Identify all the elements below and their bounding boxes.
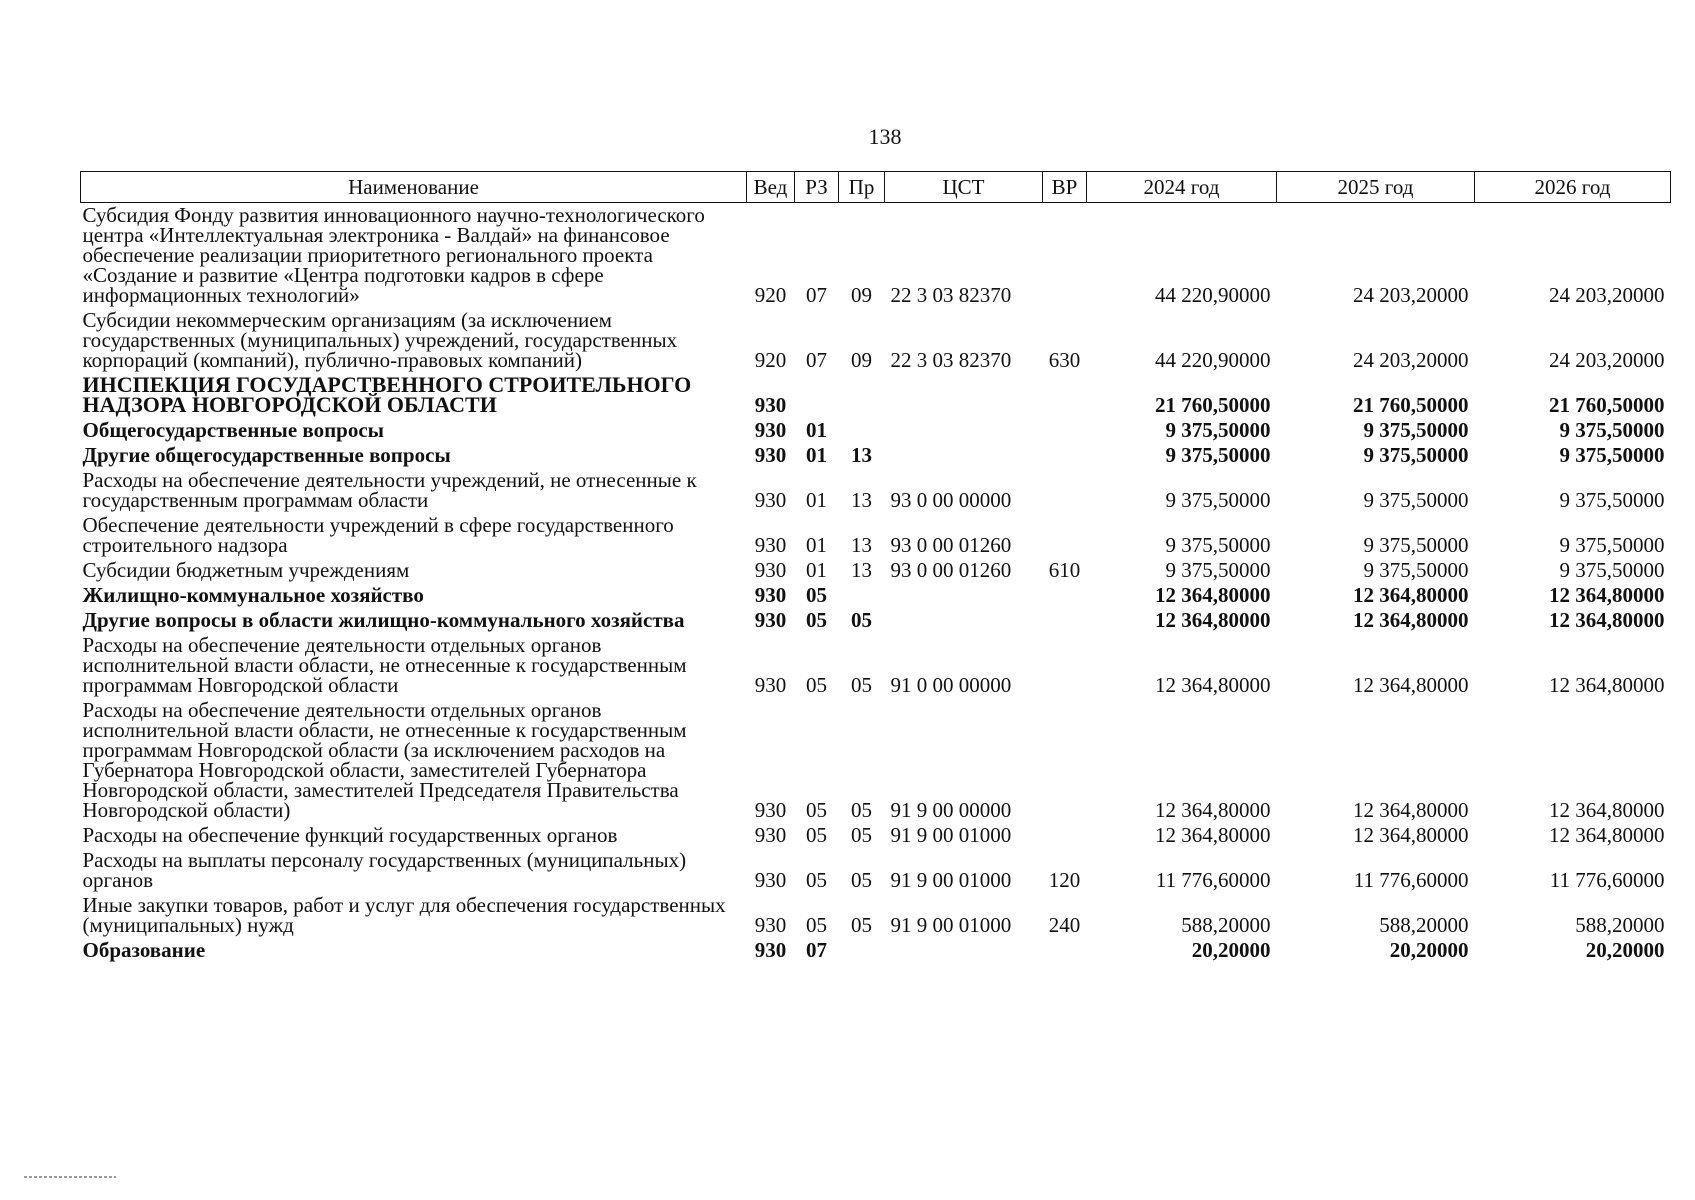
cell-rz: 01 [806, 558, 827, 582]
cell-rz: 01 [806, 443, 827, 467]
cell-vr [1043, 418, 1087, 443]
cell-vr [1043, 373, 1087, 418]
cell-cst [885, 443, 1043, 468]
cell-cst: 22 3 03 82370 [890, 348, 1012, 372]
cell-2025: 588,20000 [1379, 913, 1469, 937]
budget-table [80, 171, 1671, 963]
cell-2026: 12 364,80000 [1549, 608, 1665, 632]
cell-cst: 91 0 00 00000 [890, 673, 1012, 697]
cell-2026: 12 364,80000 [1549, 823, 1665, 847]
cell-2025: 24 203,20000 [1353, 283, 1469, 307]
cell-vr [1043, 608, 1087, 633]
cell-2026: 9 375,50000 [1559, 533, 1665, 557]
cell-name: Обеспечение деятельности учреждений в сфере государственного строительного надзора [82, 513, 674, 557]
table-row [81, 633, 1671, 698]
cell-ved: 930 [754, 393, 787, 417]
cell-ved: 930 [754, 533, 787, 557]
cell-2025: 9 375,50000 [1363, 488, 1469, 512]
cell-2024: 44 220,90000 [1155, 283, 1271, 307]
table-row [81, 558, 1671, 583]
cell-name: Субсидии бюджетным учреждениям [82, 558, 410, 582]
cell-ved: 920 [754, 283, 787, 307]
col-header-cst: ЦСТ [885, 172, 1043, 203]
cell-name: Расходы на выплаты персоналу государственных (муниципальных) органов [82, 848, 687, 892]
table-row [81, 443, 1671, 468]
cell-cst: 93 0 00 01260 [890, 558, 1012, 582]
cell-2026: 20,20000 [1585, 938, 1665, 962]
cell-cst: 91 9 00 01000 [890, 913, 1012, 937]
cell-name: Субсидии некоммерческим организациям (за исключением государственных (муниципальных) учреждений, государственных корпораций (компаний), публично-правовых компаний) [82, 308, 678, 372]
cell-2024: 9 375,50000 [1165, 443, 1271, 467]
cell-vr [1043, 633, 1087, 698]
cell-2025: 12 364,80000 [1353, 798, 1469, 822]
cell-rz: 07 [806, 348, 827, 372]
cell-rz: 01 [806, 418, 827, 442]
cell-rz: 05 [806, 798, 827, 822]
cell-2024: 20,20000 [1191, 938, 1271, 962]
col-header-vr: ВР [1043, 172, 1087, 203]
table-row [81, 308, 1671, 373]
cell-2026: 24 203,20000 [1549, 283, 1665, 307]
cell-2024: 12 364,80000 [1155, 673, 1271, 697]
cell-vr: 120 [1048, 868, 1081, 892]
col-header-2025: 2025 год [1277, 172, 1475, 203]
cell-rz: 07 [806, 938, 827, 962]
cell-vr: 240 [1048, 913, 1081, 937]
cell-ved: 930 [754, 608, 787, 632]
cell-2024: 12 364,80000 [1155, 608, 1271, 632]
cell-2024: 21 760,50000 [1155, 393, 1271, 417]
cell-2026: 12 364,80000 [1549, 798, 1665, 822]
cell-2026: 11 776,60000 [1549, 868, 1665, 892]
col-header-rz: РЗ [795, 172, 839, 203]
table-row [81, 893, 1671, 938]
table-row [81, 698, 1671, 823]
cell-vr [1043, 513, 1087, 558]
cell-ved: 930 [754, 673, 787, 697]
cell-pr: 13 [851, 533, 872, 557]
table-row [81, 203, 1671, 309]
cell-pr: 05 [851, 913, 872, 937]
cell-2025: 12 364,80000 [1353, 673, 1469, 697]
cell-2025: 11 776,60000 [1353, 868, 1469, 892]
cell-vr: 630 [1048, 348, 1081, 372]
cell-pr: 05 [851, 868, 872, 892]
table-row [81, 418, 1671, 443]
cell-ved: 930 [754, 558, 787, 582]
cell-ved: 930 [754, 913, 787, 937]
cell-rz: 05 [806, 913, 827, 937]
cell-vr [1043, 698, 1087, 823]
cell-rz [795, 373, 839, 418]
cell-2026: 12 364,80000 [1549, 583, 1665, 607]
header-row [81, 172, 1671, 203]
cell-vr [1043, 583, 1087, 608]
cell-ved: 930 [754, 868, 787, 892]
cell-cst: 93 0 00 01260 [890, 533, 1012, 557]
cell-vr [1043, 468, 1087, 513]
cell-ved: 930 [754, 798, 787, 822]
cell-2026: 9 375,50000 [1559, 443, 1665, 467]
cell-2024: 11 776,60000 [1155, 868, 1271, 892]
cell-cst [885, 373, 1043, 418]
table-row [81, 823, 1671, 848]
cell-name: Иные закупки товаров, работ и услуг для обеспечения государственных (муниципальных) нужд [82, 893, 726, 937]
cell-pr [839, 373, 885, 418]
cell-2024: 12 364,80000 [1155, 583, 1271, 607]
cell-pr: 05 [851, 798, 872, 822]
cell-pr [839, 938, 885, 963]
table-row [81, 848, 1671, 893]
cell-name: Субсидия Фонду развития инновационного научно-технологического центра «Интеллектуальная электроника - Валдай» на финансовое обеспечение реализации приоритетного регионального проекта «Создание и развитие «Центра подготовки кадров в сфере информационных технологий» [82, 203, 705, 307]
cell-2025: 9 375,50000 [1363, 558, 1469, 582]
cell-name: Образование [82, 938, 206, 962]
table-row [81, 373, 1671, 418]
cell-2024: 9 375,50000 [1165, 558, 1271, 582]
table-row [81, 583, 1671, 608]
cell-rz: 01 [806, 533, 827, 557]
cell-2025: 12 364,80000 [1353, 823, 1469, 847]
col-header-2024: 2024 год [1087, 172, 1277, 203]
cell-cst: 91 9 00 01000 [890, 868, 1012, 892]
cell-2024: 9 375,50000 [1165, 488, 1271, 512]
cell-2025: 24 203,20000 [1353, 348, 1469, 372]
cell-2025: 9 375,50000 [1363, 443, 1469, 467]
cell-vr [1043, 938, 1087, 963]
cell-name: Общегосударственные вопросы [82, 418, 385, 442]
cell-cst [885, 938, 1043, 963]
page-number: 138 [868, 124, 902, 149]
cell-vr [1043, 443, 1087, 468]
cell-2025: 12 364,80000 [1353, 608, 1469, 632]
cell-pr: 05 [851, 673, 872, 697]
cell-2024: 44 220,90000 [1155, 348, 1271, 372]
cell-2025: 9 375,50000 [1363, 533, 1469, 557]
cell-pr: 09 [851, 283, 872, 307]
col-header-pr: Пр [839, 172, 885, 203]
cell-2026: 588,20000 [1575, 913, 1665, 937]
cell-vr [1043, 823, 1087, 848]
cell-2025: 20,20000 [1389, 938, 1469, 962]
cell-rz: 05 [806, 608, 827, 632]
cell-rz: 07 [806, 283, 827, 307]
cell-pr: 05 [851, 608, 872, 632]
cell-pr: 13 [851, 488, 872, 512]
cell-cst: 22 3 03 82370 [890, 283, 1012, 307]
col-header-2026: 2026 год [1475, 172, 1671, 203]
cell-2024: 9 375,50000 [1165, 418, 1271, 442]
cell-rz: 05 [806, 583, 827, 607]
cell-name: ИНСПЕКЦИЯ ГОСУДАРСТВЕННОГО СТРОИТЕЛЬНОГО НАДЗОРА НОВГОРОДСКОЙ ОБЛАСТИ [82, 372, 692, 417]
cell-name: Расходы на обеспечение деятельности отдельных органов исполнительной власти области, не отнесенные к государственным программам Новгородской области (за исключением расходов на Губернатора Новгородской области, заместителей Губернатора Новгородской области, заместителей Председателя Правительства Новгородской области) [82, 698, 687, 822]
cell-2026: 12 364,80000 [1549, 673, 1665, 697]
cell-cst [885, 608, 1043, 633]
cell-2024: 12 364,80000 [1155, 798, 1271, 822]
cell-2026: 21 760,50000 [1549, 393, 1665, 417]
cell-rz: 05 [806, 823, 827, 847]
cell-vr [1043, 203, 1087, 309]
table-body [81, 203, 1671, 964]
cell-2025: 21 760,50000 [1353, 393, 1469, 417]
cell-name: Другие общегосударственные вопросы [82, 443, 451, 467]
cell-2026: 9 375,50000 [1559, 558, 1665, 582]
cell-name: Расходы на обеспечение функций государственных органов [82, 823, 618, 847]
cell-rz: 05 [806, 868, 827, 892]
cell-pr [839, 583, 885, 608]
cell-pr: 09 [851, 348, 872, 372]
cell-ved: 930 [754, 488, 787, 512]
cell-2024: 9 375,50000 [1165, 533, 1271, 557]
cell-ved: 920 [754, 348, 787, 372]
cell-vr: 610 [1048, 558, 1081, 582]
cell-cst: 93 0 00 00000 [890, 488, 1012, 512]
cell-pr: 13 [851, 558, 872, 582]
table-row [81, 513, 1671, 558]
cell-cst: 91 9 00 00000 [890, 798, 1012, 822]
col-header-ved: Вед [747, 172, 795, 203]
cell-name: Жилищно-коммунальное хозяйство [82, 583, 424, 607]
cell-2026: 9 375,50000 [1559, 418, 1665, 442]
cell-cst [885, 418, 1043, 443]
cell-ved: 930 [754, 583, 787, 607]
cell-pr: 05 [851, 823, 872, 847]
table-row [81, 608, 1671, 633]
cell-name: Расходы на обеспечение деятельности отдельных органов исполнительной власти области, не отнесенные к государственным программам Новгородской области [82, 633, 687, 697]
col-header-name: Наименование [81, 172, 747, 203]
cell-2025: 12 364,80000 [1353, 583, 1469, 607]
table-row [81, 468, 1671, 513]
cell-rz: 01 [806, 488, 827, 512]
cell-rz: 05 [806, 673, 827, 697]
cell-ved: 930 [754, 443, 787, 467]
cell-2026: 9 375,50000 [1559, 488, 1665, 512]
scan-artifact [24, 1176, 116, 1178]
table-header [81, 172, 1671, 203]
cell-cst [885, 583, 1043, 608]
cell-2024: 588,20000 [1181, 913, 1271, 937]
cell-ved: 930 [754, 938, 787, 962]
cell-2025: 9 375,50000 [1363, 418, 1469, 442]
cell-2024: 12 364,80000 [1155, 823, 1271, 847]
cell-2026: 24 203,20000 [1549, 348, 1665, 372]
cell-pr: 13 [851, 443, 872, 467]
cell-ved: 930 [754, 823, 787, 847]
cell-name: Расходы на обеспечение деятельности учреждений, не отнесенные к государственным программам области [82, 468, 697, 512]
cell-ved: 930 [754, 418, 787, 442]
cell-cst: 91 9 00 01000 [890, 823, 1012, 847]
cell-pr [839, 418, 885, 443]
table-row [81, 938, 1671, 963]
cell-name: Другие вопросы в области жилищно-коммунального хозяйства [82, 608, 685, 632]
